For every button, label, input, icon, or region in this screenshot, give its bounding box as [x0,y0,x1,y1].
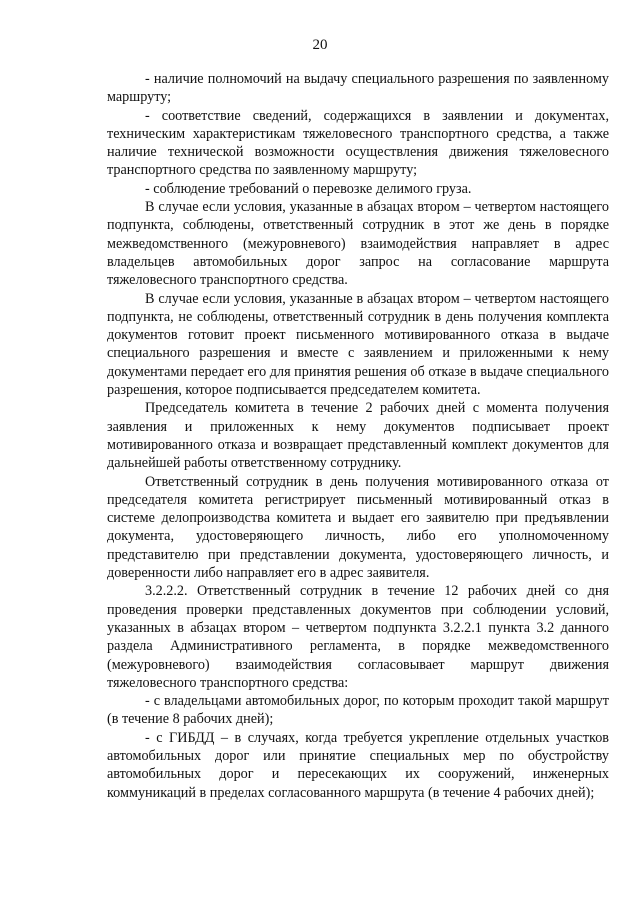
paragraph-refusal-registration: Ответственный сотрудник в день получения мотивированного отказа от председателя комитета регистрирует письменный мотивированный отказ в системе делопроизводства комитета и выдает его заявителю при предъявлении документа, удостоверяющего личность, либо его уполномоченному представителю при представлении документа, удостоверяющего личность, и доверенности либо направляет его в адрес заявителя. [107,473,609,582]
paragraph-conditions-met: В случае если условия, указанные в абзацах втором – четвертом настоящего подпункта, соблюдены, ответственный сотрудник в этот же день в порядке межведомственного (межуровневого) взаимодействия направляет в адрес владельцев автомобильных дорог запрос на согласование маршрута тяжеловесного транспортного средства. [107,199,609,289]
paragraph-route-approval: 3.2.2.2. Ответственный сотрудник в течение 12 рабочих дней со дня проведения проверки представленных документов при соблюдении условий, указанных в абзацах втором – четвертом подпункта 3.2.2.1 пункта 3.2 данного раздела Административного регламента, в порядке межведомственного (межуровневого) взаимодействия согласовывает маршрут движения тяжеловесного транспортного средства: [107,583,609,691]
paragraph-divisible-cargo: - соблюдение требований о перевозке делимого груза. [145,180,472,197]
paragraph-road-owners: - с владельцами автомобильных дорог, по которым проходит такой маршрут (в течение 8 рабочих дней); [107,693,609,728]
paragraph-conditions-not-met: В случае если условия, указанные в абзацах втором – четвертом настоящего подпункта, не соблюдены, ответственный сотрудник в день получения комплекта документов готовит проект письменного мотивированного отказа в выдаче специального разрешения и вместе с заявлением и приложенными к нему документами передает его для принятия решения об отказе в выдаче специального разрешения, которое подписывается председателем комитета. [107,290,609,399]
paragraph-compliance-check: - соответствие сведений, содержащихся в заявлении и документах, техническим характеристикам тяжеловесного транспортного средства, а также наличие технической возможности осуществления движения тяжеловесного транспортного средства по заявленному маршруту; [107,107,609,179]
document-body [107,70,609,802]
paragraph-gibdd: - с ГИБДД – в случаях, когда требуется укрепление отдельных участков автомобильных дорог или принятие специальных мер по обустройству автомобильных дорог и пересекающих их сооружений, инженерных коммуникаций в пределах согласованного маршрута (в течение 4 рабочих дней); [107,729,609,801]
paragraph-chairman-signs: Председатель комитета в течение 2 рабочих дней с момента получения заявления и приложенных к нему документов подписывает проект мотивированного отказа и возвращает представленный комплект документов для дальнейшей работы ответственному сотруднику. [107,400,609,472]
paragraph-authority-check: - наличие полномочий на выдачу специального разрешения по заявленному маршруту; [107,71,609,106]
page-number: 20 [312,37,328,53]
